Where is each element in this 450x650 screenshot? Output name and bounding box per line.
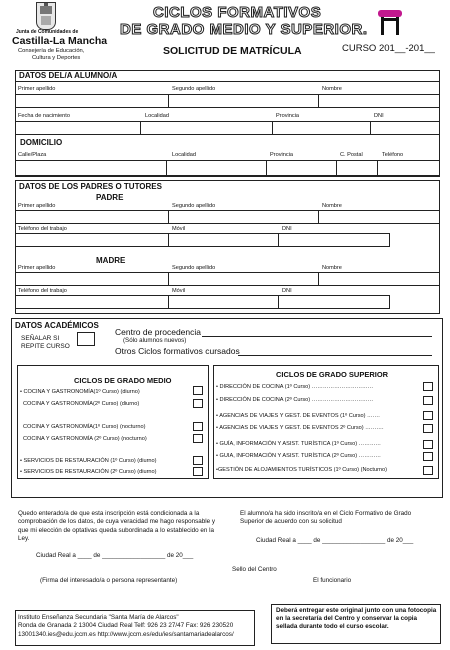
madre-dni-label: DNI [282, 288, 292, 294]
padre-primer-apellido-label: Primer apellido [18, 203, 56, 209]
superior-checkbox-2[interactable] [423, 396, 433, 405]
padre-contact-field[interactable] [15, 233, 390, 247]
localidad-label: Localidad [145, 113, 169, 119]
padres-section [15, 180, 440, 314]
ciudad-fecha-right[interactable]: Ciudad Real a ____ de __________________ de 20___ [256, 537, 414, 544]
superior-checkbox-7[interactable] [423, 466, 433, 475]
grado-superior-box [213, 365, 439, 479]
superior-course-3: • AGENCIAS DE VIAJES Y GEST. DE EVENTOS (1º Curso) ……. [216, 413, 380, 419]
superior-checkbox-4[interactable] [423, 424, 433, 433]
segundo-apellido-label: Segundo apellido [172, 86, 216, 92]
madre-primer-apellido-label: Primer apellido [18, 265, 56, 271]
padre-heading: PADRE [96, 193, 124, 202]
logo-small-text: Junta de Comunidades de [16, 29, 79, 35]
calle-label: Calle/Plaza [18, 152, 47, 158]
medio-checkbox-1[interactable] [193, 386, 203, 395]
padre-dni-label: DNI [282, 226, 292, 232]
otros-ciclos-label: Otros Ciclos formativos cursados [115, 346, 240, 356]
superior-checkbox-1[interactable] [423, 382, 433, 391]
curso-field[interactable]: CURSO 201__-201__ [342, 43, 435, 54]
madre-segundo-apellido-label: Segundo apellido [172, 265, 216, 271]
footer-line3[interactable]: 13001340.ies@edu.jccm.es http://www.jccm.es/edu/ies/santamariadealarcos/ [18, 631, 234, 638]
footer-line2: Ronda de Granada 2 13004 Ciudad Real Telf: 926 23 27/47 Fax: 926 230520 [18, 622, 234, 629]
alumno-heading: DATOS DEL/A ALUMNO/A [19, 71, 118, 80]
notice-text: Deberá entregar este original junto con una fotocopia en la secretaría del Centro y conservar la copia sellada durante todo el curso escolar. [276, 607, 437, 631]
medio-course-5: • SERVICIOS DE RESTAURACIÓN (1º Curso) (diurno) [20, 458, 157, 464]
superior-course-7: •GESTIÓN DE ALOJAMIENTOS TURÍSTICOS (1º Curso) (Nocturno) [216, 467, 388, 473]
fecha-nacimiento-label: Fecha de nacimiento [18, 113, 70, 119]
padres-heading: DATOS DE LOS PADRES O TUTORES [19, 182, 162, 191]
medio-checkbox-6[interactable] [193, 467, 203, 476]
medio-checkbox-5[interactable] [193, 456, 203, 465]
superior-checkbox-6[interactable] [423, 452, 433, 461]
sello-centro-label: Sello del Centro [232, 566, 277, 573]
cpostal-label: C. Postal [340, 152, 363, 158]
medio-checkbox-3[interactable] [193, 422, 203, 431]
padre-movil-label: Móvil [172, 226, 186, 232]
senalar-line1: SEÑALAR SI [21, 335, 60, 342]
provincia-label: Provincia [276, 113, 300, 119]
dni-label: DNI [374, 113, 384, 119]
superior-checkbox-3[interactable] [423, 411, 433, 420]
dom-localidad-label: Localidad [172, 152, 196, 158]
ciudad-fecha-left[interactable]: Ciudad Real a ____ de __________________ de 20___ [36, 552, 194, 559]
superior-course-1: • DIRECCIÓN DE COCINA (1º Curso) …………………………… [216, 384, 374, 390]
otros-ciclos-line[interactable] [238, 355, 432, 356]
medio-course-3: COCINA Y GASTRONOMÍA(1º Curso) (nocturno) [23, 424, 146, 430]
superior-course-5: • GUÍA, INFORMACIÓN Y ASIST. TURÍSTICA (1º Curso) ………… [216, 441, 382, 447]
nombre-label: Nombre [322, 86, 342, 92]
madre-heading: MADRE [96, 256, 126, 265]
logo-name: Castilla-La Mancha [12, 35, 108, 47]
medio-checkbox-2[interactable] [193, 399, 203, 408]
repite-curso-checkbox[interactable] [77, 332, 95, 346]
padre-tel-label: Teléfono del trabajo [18, 226, 67, 232]
grado-medio-heading: CICLOS DE GRADO MEDIO [74, 376, 172, 385]
primer-apellido-label: Primer apellido [18, 86, 56, 92]
title-line2: DE GRADO MEDIO Y SUPERIOR. [120, 21, 368, 38]
grado-superior-heading: CICLOS DE GRADO SUPERIOR [276, 370, 389, 379]
school-logo-icon [370, 8, 410, 38]
academicos-heading: DATOS ACADÉMICOS [15, 321, 99, 330]
medio-course-4: COCINA Y GASTRONOMÍA (2º Curso) (nocturno) [23, 436, 147, 442]
alumno-nombre-field[interactable] [15, 94, 440, 108]
superior-checkbox-5[interactable] [423, 440, 433, 449]
telefono-label: Teléfono [382, 152, 404, 158]
solo-nuevos-label: (Sólo alumnos nuevos) [123, 337, 187, 344]
logo-dept-line2: Cultura y Deportes [32, 55, 81, 61]
madre-nombre-field[interactable] [15, 272, 440, 286]
medio-course-6: • SERVICIOS DE RESTAURACIÓN (2º Curso) (diurno) [20, 469, 157, 475]
padre-segundo-apellido-label: Segundo apellido [172, 203, 216, 209]
footer-line1: Instituto Enseñanza Secundaria "Santa María de Alarcos" [18, 614, 179, 621]
madre-contact-field[interactable] [15, 295, 390, 309]
coat-of-arms-icon [36, 2, 56, 30]
madre-movil-label: Móvil [172, 288, 186, 294]
senalar-line2: REPITE CURSO [21, 343, 70, 350]
madre-tel-label: Teléfono del trabajo [18, 288, 67, 294]
conformidad-text: Quedo enterado/a de que esta inscripción está condicionada a la comprobación de los datos, de cuya veracidad me hago responsable y que mi elección de optativas queda subordinada a lo establecido en la Ley. [18, 510, 216, 543]
superior-course-2: • DIRECCIÓN DE COCINA (2º Curso) …………………………… [216, 397, 374, 403]
form-subtitle: SOLICITUD DE MATRÍCULA [163, 45, 302, 57]
medio-course-2: COCINA Y GASTRONOMÍA(2º Curso) (diurno) [23, 401, 140, 407]
dom-provincia-label: Provincia [270, 152, 294, 158]
domicilio-heading: DOMICILIO [20, 138, 63, 147]
medio-course-1: • COCINA Y GASTRONOMÍA(1º Curso) (diurno) [20, 389, 140, 395]
superior-course-6: • GUIA, INFORMACIÓN Y ASIST. TURÍSTICA (2º Curso) ………… [216, 453, 382, 459]
logo-dept-line1: Consejería de Educación, [18, 48, 85, 54]
medio-checkbox-4[interactable] [193, 434, 203, 443]
centro-procedencia-line[interactable] [202, 336, 432, 337]
padre-nombre-field[interactable] [15, 210, 440, 224]
madre-nombre-label: Nombre [322, 265, 342, 271]
centro-procedencia-label: Centro de procedencia [115, 327, 202, 337]
alumno-nacimiento-field[interactable] [15, 121, 440, 135]
logo [8, 2, 108, 72]
superior-course-4: • AGENCIAS DE VIAJES Y GEST. DE EVENTOS 2º Curso) ………. [216, 425, 384, 431]
funcionario-label: El funcionario [313, 577, 352, 584]
inscripcion-text: El alumno/a ha sido inscrito/a en el Ciclo Formativo de Grado Superior de acuerdo con su solicitud [240, 510, 412, 526]
firma-interesado-label: (Firma del interesado/a o persona representante) [40, 577, 178, 584]
padre-nombre-label: Nombre [322, 203, 342, 209]
title-line1: CICLOS FORMATIVOS [153, 4, 322, 21]
